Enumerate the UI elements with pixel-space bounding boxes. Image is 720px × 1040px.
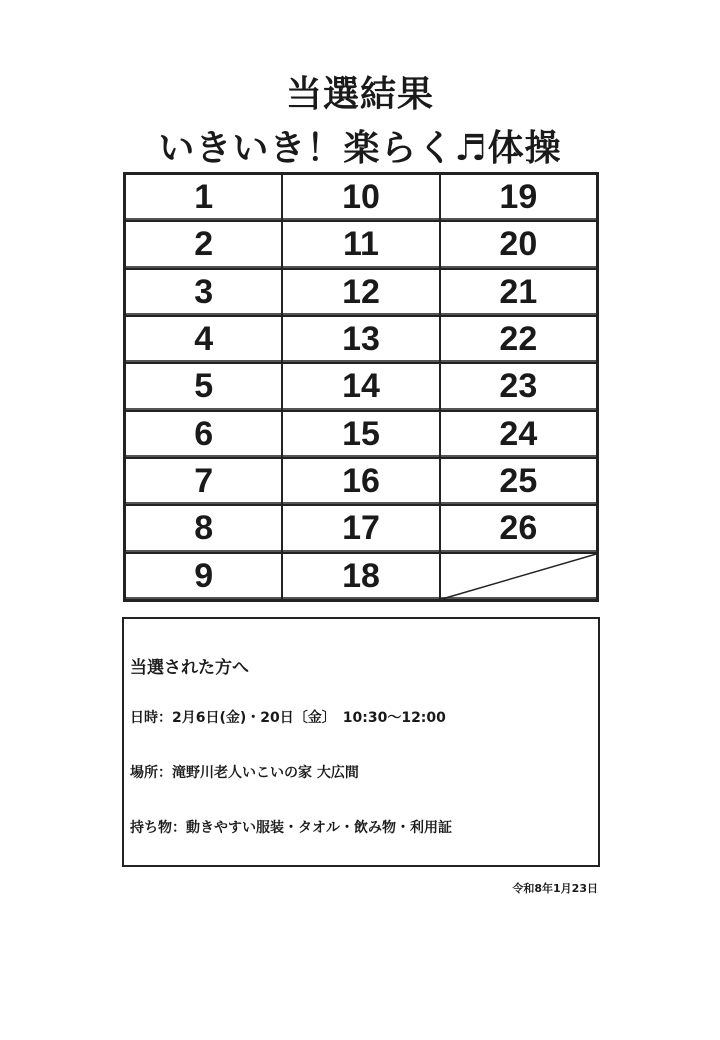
winner-number: 26 [440, 505, 597, 552]
winner-number: 12 [282, 269, 439, 316]
winner-number: 8 [125, 505, 282, 552]
winner-number: 23 [440, 363, 597, 410]
winner-number: 2 [125, 221, 282, 268]
issue-date: 令和8年1月23日 [512, 882, 598, 895]
winner-number: 24 [440, 411, 597, 458]
winner-number: 5 [125, 363, 282, 410]
winner-number: 19 [440, 174, 597, 221]
notice-heading: 当選された方へ [130, 658, 249, 678]
winner-number: 14 [282, 363, 439, 410]
winner-number: 6 [125, 411, 282, 458]
winner-number: 13 [282, 316, 439, 363]
winner-number: 16 [282, 458, 439, 505]
winner-number: 18 [282, 553, 439, 600]
winner-number: 17 [282, 505, 439, 552]
event-name: いきいき！楽らく♬体操 [158, 128, 562, 169]
winner-number: 20 [440, 221, 597, 268]
page-title: 当選結果 [285, 74, 434, 115]
winner-number: 9 [125, 553, 282, 600]
winner-number: 11 [282, 221, 439, 268]
empty-cell [440, 553, 597, 600]
winner-number: 4 [125, 316, 282, 363]
winner-number: 15 [282, 411, 439, 458]
diagonal-strike-icon [441, 554, 596, 599]
notice-box [122, 617, 600, 867]
winner-number: 10 [282, 174, 439, 221]
winner-number: 3 [125, 269, 282, 316]
winner-number: 25 [440, 458, 597, 505]
winner-number: 7 [125, 458, 282, 505]
items-to-bring: 持ち物：動きやすい服装・タオル・飲み物・利用証 [130, 820, 452, 836]
winner-number-table [123, 172, 599, 602]
event-location: 場所：滝野川老人いこいの家 大広間 [130, 765, 359, 781]
event-datetime: 日時：2月6日(金)・20日〔金〕 10:30～12:00 [130, 710, 446, 726]
winner-number: 21 [440, 269, 597, 316]
winner-number: 22 [440, 316, 597, 363]
winner-number: 1 [125, 174, 282, 221]
